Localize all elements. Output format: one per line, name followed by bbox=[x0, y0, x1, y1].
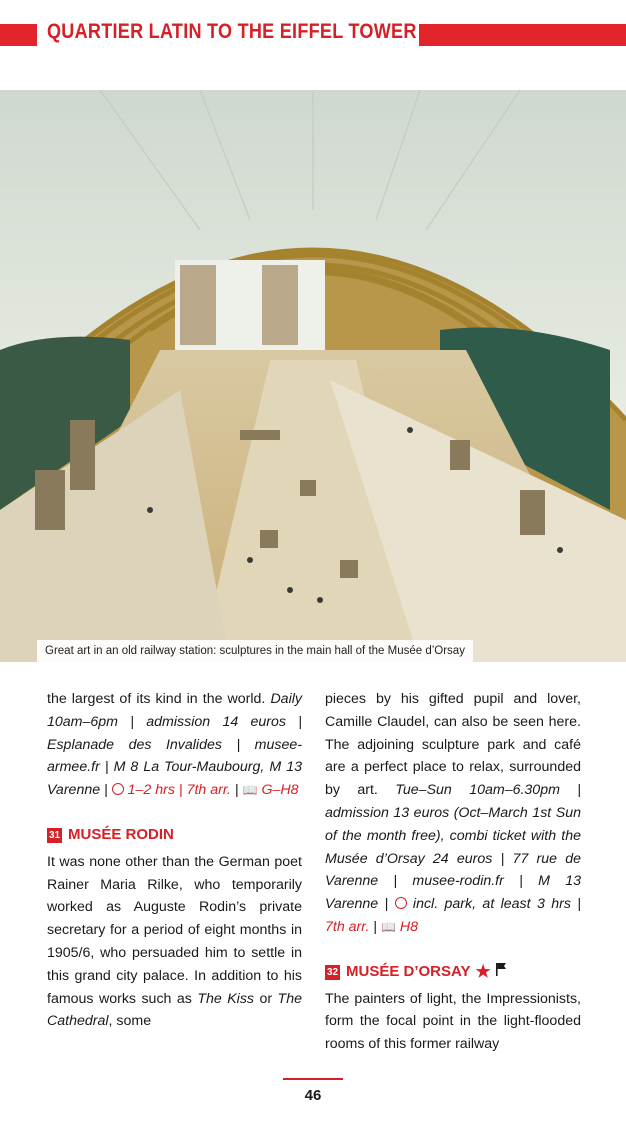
map-icon: 📖 bbox=[381, 919, 396, 934]
artwork-title: The Kiss bbox=[197, 990, 255, 1007]
chapter-title: QUARTIER LATIN TO THE EIFFEL TOWER bbox=[47, 20, 417, 43]
section-title: MUSÉE RODIN bbox=[68, 825, 174, 843]
intro-info: Daily 10am–6pm | admission 14 euros | Esplanade des Invalides | musee-armee.fr | M 8 La Tour-Maubourg, M 13 Varenne | bbox=[47, 691, 302, 799]
section-heading-32 bbox=[325, 961, 581, 984]
right-column bbox=[325, 688, 581, 1056]
header-bar-right bbox=[419, 24, 626, 46]
intro-text: the largest of its kind in the world. bbox=[47, 691, 266, 707]
clock-icon bbox=[112, 783, 124, 795]
body-text: or bbox=[259, 990, 273, 1007]
page-number: 46 bbox=[304, 1087, 322, 1104]
rodin-info: Tue–Sun 10am–6.30pm | admission 13 euros (Oct–March 1st Sun of the month free), combi ticket with the Musée d’Orsay 24 euros | 77 rue de Varenne | musee-rodin.fr | M 13 Varenne | bbox=[325, 782, 581, 913]
rodin-continuation bbox=[325, 688, 581, 939]
flag-icon bbox=[495, 961, 507, 984]
rodin-duration: incl. park, at least 3 hrs | bbox=[412, 896, 581, 913]
section-number-badge: 31 bbox=[48, 829, 61, 841]
section-heading-31 bbox=[47, 824, 302, 847]
section-32-body bbox=[325, 988, 581, 1056]
map-icon: 📖 bbox=[242, 783, 258, 798]
section-title: MUSÉE D’ORSAY bbox=[346, 962, 471, 980]
section-number-badge: 32 bbox=[326, 966, 339, 978]
body-text: , some bbox=[108, 1013, 152, 1030]
intro-map-ref: G–H8 bbox=[261, 782, 299, 799]
body-text: It was none other than the German poet Rainer Maria Rilke, who temporarily worked as Auguste Rodin’s private secretary for a period of eight months in 1905/6, who persuaded him to settle in this grand city palace. In addition to his famous works such as bbox=[47, 853, 302, 1007]
artwork-title: The Cathedral bbox=[47, 990, 302, 1030]
rodin-map-ref: H8 bbox=[399, 918, 419, 935]
clock-icon bbox=[395, 897, 407, 909]
section-31-body bbox=[47, 851, 302, 1033]
rodin-separator: | bbox=[373, 918, 378, 935]
intro-duration: 1–2 hrs | bbox=[127, 782, 183, 799]
photo-illustration bbox=[0, 90, 626, 662]
body-text: pieces by his gifted pupil and lover, Camille Claudel, can also be seen here. The adjoining sculpture park and café are a perfect place to relax, surrounded by art. bbox=[325, 691, 581, 799]
intro-separator: | bbox=[234, 782, 239, 799]
intro-paragraph bbox=[47, 688, 302, 802]
intro-district: 7th arr. bbox=[186, 782, 231, 799]
body-text: The painters of light, the Impressionists, form the focal point in the light-flooded rooms of this former railway bbox=[325, 990, 581, 1053]
photo-caption: Great art in an old railway station: sculptures in the main hall of the Musée d’Orsay bbox=[37, 640, 473, 662]
footer-divider bbox=[283, 1078, 343, 1080]
header-bar-left bbox=[0, 24, 37, 46]
left-column bbox=[47, 688, 302, 1033]
photo-musee-orsay bbox=[0, 90, 626, 662]
star-icon: ★ bbox=[475, 961, 491, 981]
rodin-district: 7th arr. bbox=[325, 918, 370, 935]
